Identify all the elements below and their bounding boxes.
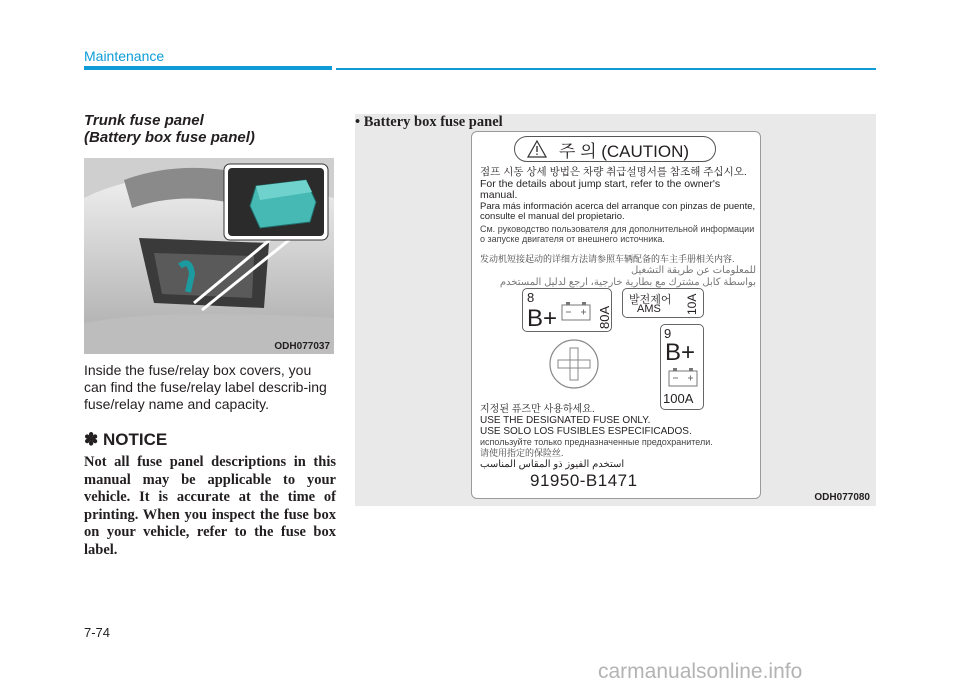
ams-rating: 10A <box>685 293 699 315</box>
fuse-8-box <box>522 288 612 332</box>
only-zh: 请使用指定的保险丝. <box>480 448 564 458</box>
fuse-only-instructions <box>480 404 756 470</box>
section-title-line1: Trunk fuse panel <box>84 112 204 129</box>
trunk-illustration <box>84 158 334 354</box>
fuse-8-name: B+ <box>527 305 558 332</box>
body-paragraph: Inside the fuse/relay box covers, you can find the fuse/relay label describ-ing fuse/relay name and capacity. <box>84 362 327 412</box>
jump-ru: См. руководство пользователя для дополнительной информации о запуске двигателя от внешнего источника. <box>480 224 755 244</box>
header-rule-thin <box>336 68 876 70</box>
notice-text: Not all fuse panel descriptions in this manual may be applicable to your vehicle. It is accurate at the time of printing. When you inspect the fuse box on your vehicle, refer to the fuse box label. <box>84 454 336 558</box>
fuse-label-card <box>471 131 761 499</box>
jump-ko: 점프 시동 상세 방법은 차량 취급설명서를 참조해 주십시오. <box>480 166 747 178</box>
caution-text: 주 의 (CAUTION) <box>558 141 690 161</box>
fuse-9-box <box>660 324 704 410</box>
battery-icon <box>668 367 698 387</box>
section-title-line2: (Battery box fuse panel) <box>84 129 255 146</box>
header-rule-thick <box>84 66 332 70</box>
figure-title: • Battery box fuse panel <box>355 114 503 130</box>
fuse-slot-circle <box>548 338 600 390</box>
jump-instructions <box>480 167 756 223</box>
watermark: carmanualsonline.info <box>598 660 803 683</box>
ams-sub: AMS <box>637 303 661 315</box>
section-title <box>84 112 255 146</box>
only-en: USE THE DESIGNATED FUSE ONLY. <box>480 415 651 426</box>
battery-icon <box>561 301 591 321</box>
fuse-8-rating: 80A <box>597 305 612 329</box>
figure-code: ODH077080 <box>814 492 870 503</box>
only-es: USE SOLO LOS FUSIBLES ESPECIFICADOS. <box>480 426 692 437</box>
jump-ar-line2: بواسطة كابل مشترك مع بطارية خارجية، ارجع لدليل المستخدم <box>499 277 756 288</box>
only-ko: 지정된 퓨즈만 사용하세요. <box>480 404 595 415</box>
fuse-8-number: 8 <box>527 290 535 305</box>
fuse-9-rating: 100A <box>663 391 694 406</box>
ams-name: 발전제어 <box>629 294 672 306</box>
fuse-9-name: B+ <box>665 339 696 366</box>
trunk-photo <box>84 158 334 354</box>
jump-zh: 发动机短接起动的详细方法请参照车辆配备的车主手册相关内容. <box>480 254 735 264</box>
warning-icon <box>527 140 547 158</box>
only-ar: استخدم الفيوز ذو المقاس المناسب <box>480 459 625 470</box>
photo-code: ODH077037 <box>274 341 330 352</box>
jump-es: Para más información acerca del arranque con pinzas de puente, consulte el manual del propietario. <box>480 200 756 222</box>
section-header: Maintenance <box>84 48 165 64</box>
notice-title: ✽ NOTICE <box>84 430 168 449</box>
jump-ar <box>480 265 756 289</box>
part-number: 91950-B1471 <box>530 471 638 490</box>
caution-pill <box>514 136 716 162</box>
page-number: 7-74 <box>84 625 111 640</box>
only-ru: используйте только предназначенные предохранители. <box>480 437 713 447</box>
ams-fuse-box <box>622 288 704 318</box>
fuse-9-number: 9 <box>664 326 672 341</box>
jump-ar-line1: للمعلومات عن طريقة التشغيل <box>630 265 756 276</box>
jump-en: For the details about jump start, refer to the owner's manual. <box>480 177 721 201</box>
